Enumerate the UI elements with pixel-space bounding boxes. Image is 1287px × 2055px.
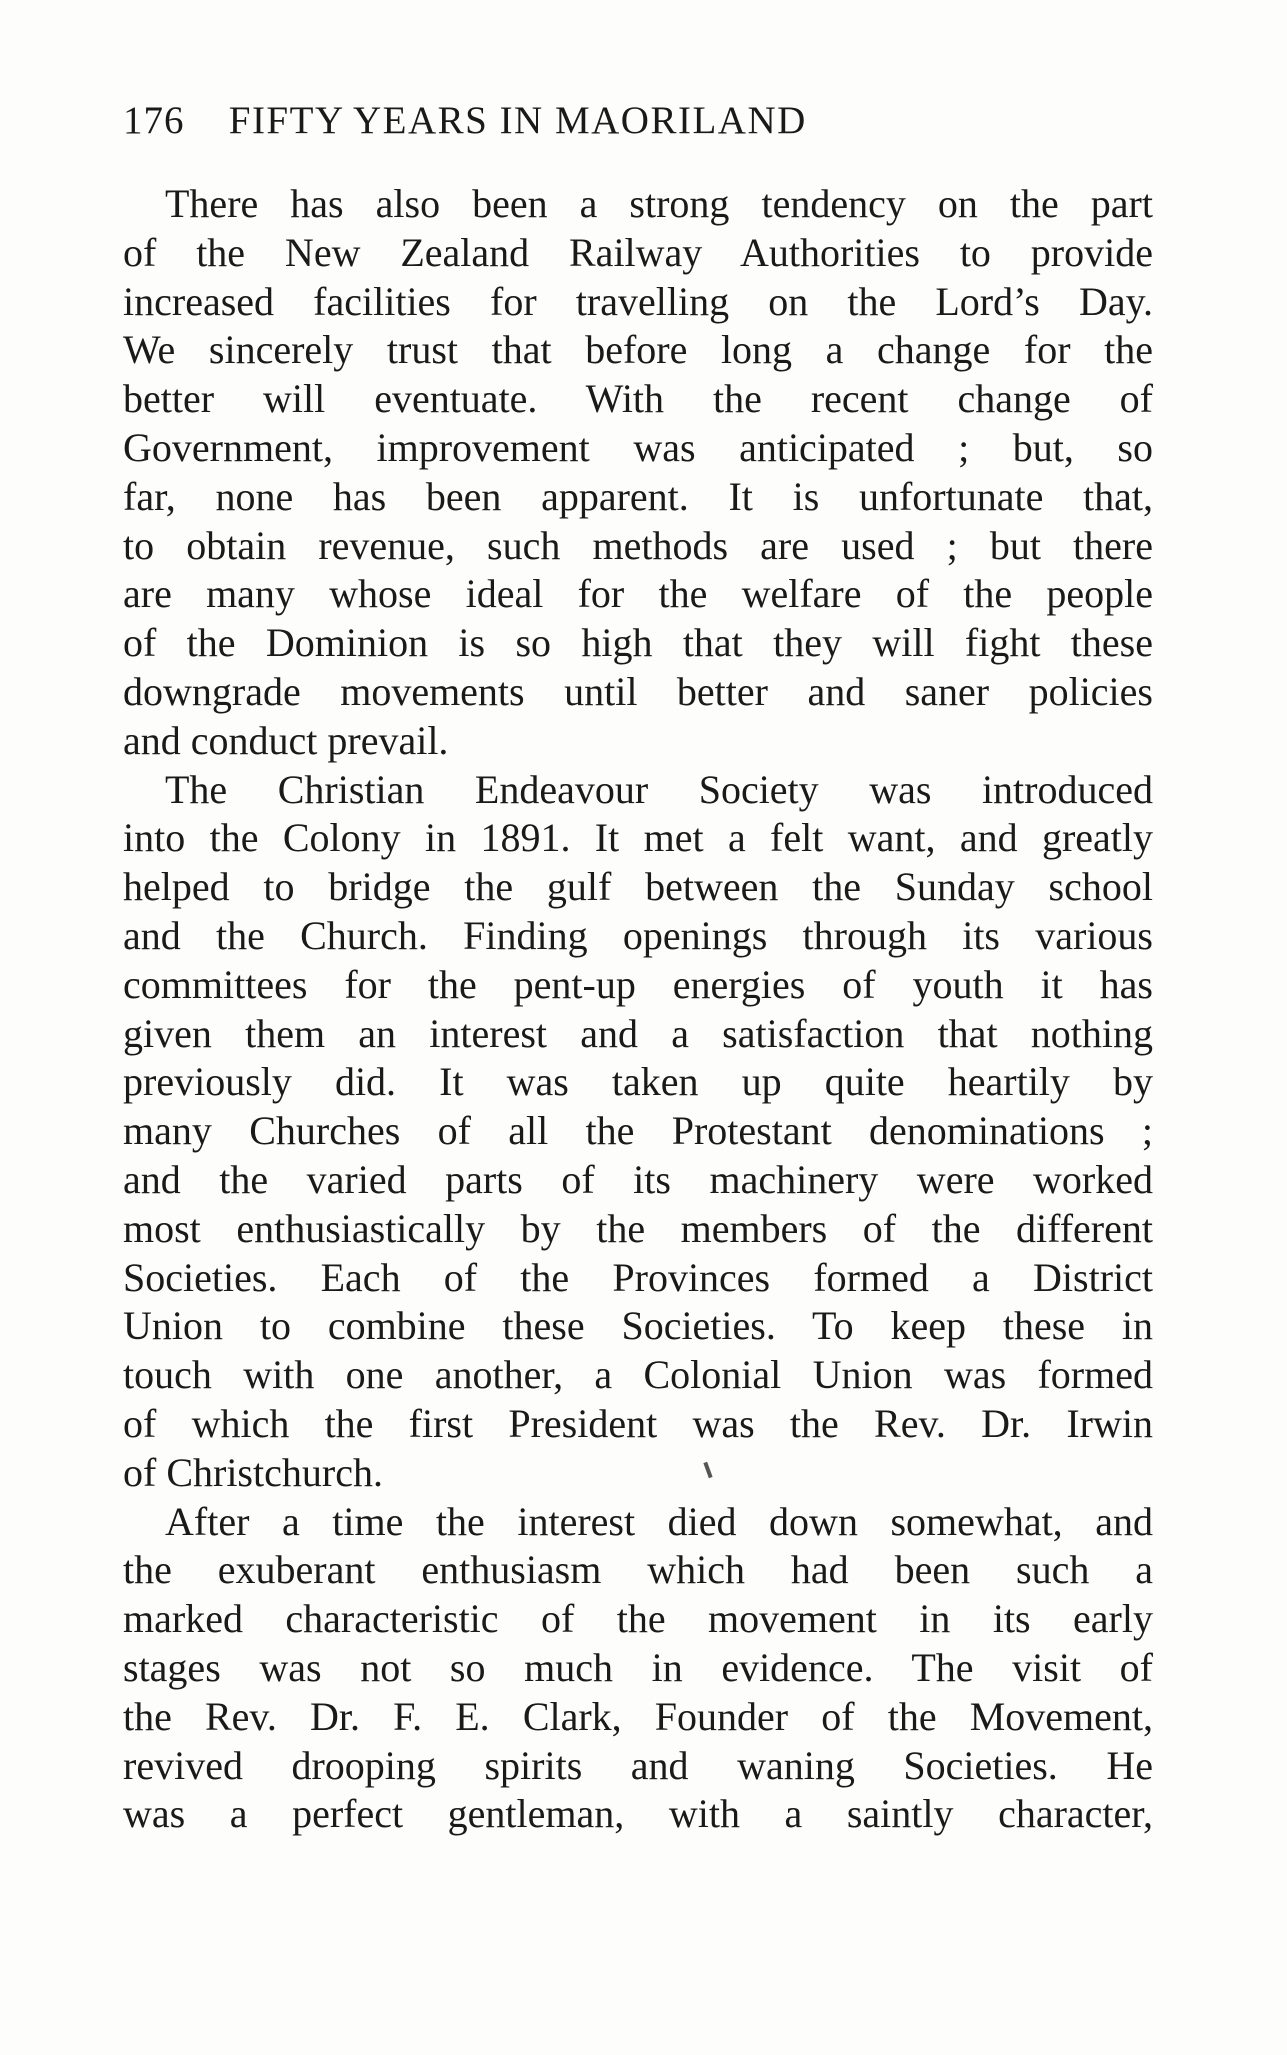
- text-line: marked characteristic of the movement in its early: [123, 1596, 1153, 1642]
- text-line: of the Dominion is so high that they will fight these: [123, 620, 1153, 666]
- text-line: and conduct prevail.: [123, 717, 449, 763]
- text-line: Government, improvement was anticipated ; but, so: [123, 424, 1153, 470]
- text-line: previously did. It was taken up quite heartily by: [123, 1059, 1153, 1105]
- running-title: FIFTY YEARS IN MAORILAND: [228, 99, 807, 142]
- text-line: and the Church. Finding openings through its various: [123, 912, 1153, 958]
- text-line: of Christchurch.: [123, 1449, 383, 1495]
- text-line: given them an interest and a satisfaction that nothing: [123, 1010, 1153, 1056]
- text-line: are many whose ideal for the welfare of the people: [123, 571, 1153, 617]
- text-line: and the varied parts of its machinery were worked: [123, 1156, 1153, 1202]
- text-line: Societies. Each of the Provinces formed a District: [123, 1254, 1153, 1300]
- text-line: increased facilities for travelling on the Lord’s Day.: [123, 278, 1153, 324]
- text-line: was a perfect gentleman, with a saintly character,: [123, 1791, 1153, 1837]
- text-line: most enthusiastically by the members of the different: [123, 1205, 1153, 1251]
- paragraph-christian-endeavour: [123, 766, 1153, 1498]
- text-line: committees for the pent-up energies of youth it has: [123, 961, 1153, 1007]
- text-line: the exuberant enthusiasm which had been such a: [123, 1547, 1153, 1593]
- paragraph-railway: [123, 180, 1153, 766]
- running-head: [123, 96, 1163, 146]
- text-line: helped to bridge the gulf between the Sunday school: [123, 864, 1153, 910]
- text-line: downgrade movements until better and saner policies: [123, 668, 1153, 714]
- text-line: touch with one another, a Colonial Union was formed: [123, 1352, 1153, 1398]
- paragraph-dr-clark-visit: [123, 1498, 1153, 1840]
- text-line: far, none has been apparent. It is unfortunate that,: [123, 473, 1153, 519]
- text-line: into the Colony in 1891. It met a felt want, and greatly: [123, 815, 1153, 861]
- body-text: [123, 180, 1153, 1839]
- text-line: of the New Zealand Railway Authorities to provide: [123, 229, 1153, 275]
- text-line: stages was not so much in evidence. The visit of: [123, 1644, 1153, 1690]
- text-line: The Christian Endeavour Society was introduced: [165, 766, 1153, 812]
- text-line: We sincerely trust that before long a change for the: [123, 327, 1153, 373]
- text-line: better will eventuate. With the recent change of: [123, 376, 1153, 422]
- page-number: 176: [123, 99, 185, 142]
- text-line: many Churches of all the Protestant denominations ;: [123, 1108, 1153, 1154]
- text-line: Union to combine these Societies. To keep these in: [123, 1303, 1153, 1349]
- text-line: to obtain revenue, such methods are used ; but there: [123, 522, 1153, 568]
- text-line: the Rev. Dr. F. E. Clark, Founder of the Movement,: [123, 1693, 1153, 1739]
- text-line: There has also been a strong tendency on the part: [165, 181, 1153, 226]
- text-line: After a time the interest died down somewhat, and: [165, 1498, 1153, 1544]
- text-line: revived drooping spirits and waning Societies. He: [123, 1742, 1153, 1788]
- text-line: of which the first President was the Rev. Dr. Irwin: [123, 1400, 1153, 1446]
